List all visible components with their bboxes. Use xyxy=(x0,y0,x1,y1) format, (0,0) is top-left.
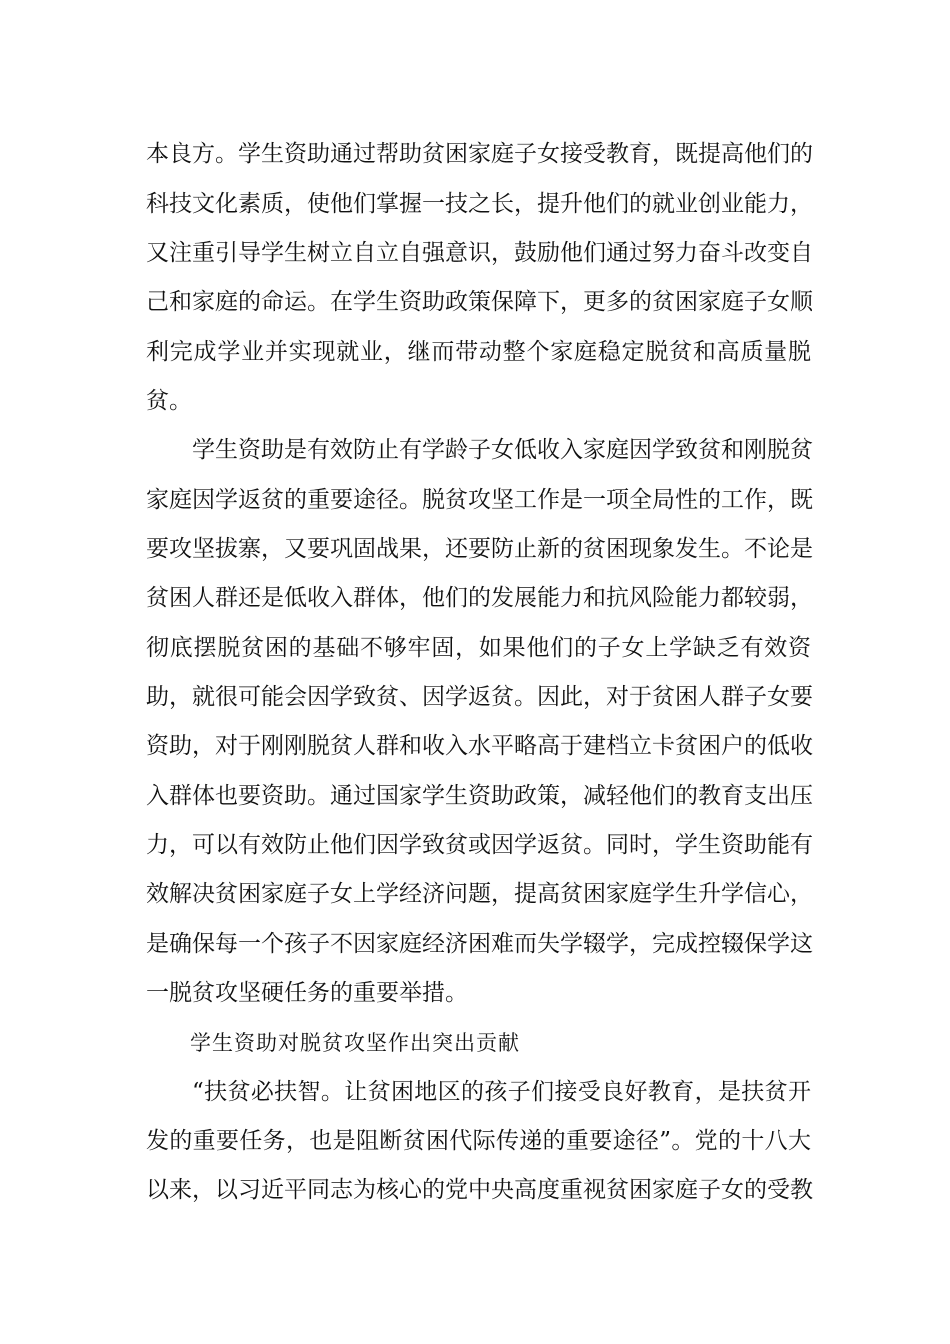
paragraph-1-line-2: 科技文化素质，使他们掌握一技之长，提升他们的就业创业能力， xyxy=(146,191,813,217)
paragraph-3-line-3: 以来，以习近平同志为核心的党中央高度重视贫困家庭子女的受教 xyxy=(146,1177,813,1203)
paragraph-2-line-4: 贫困人群还是低收入群体，他们的发展能力和抗风险能力都较弱， xyxy=(146,585,813,611)
paragraph-2-line-3: 要攻坚拔寨，又要巩固战果，还要防止新的贫困现象发生。不论是 xyxy=(146,536,813,562)
paragraph-2-line-7: 资助，对于刚刚脱贫人群和收入水平略高于建档立卡贫困户的低收 xyxy=(146,733,813,759)
paragraph-2-line-11: 是确保每一个孩子不因家庭经济困难而失学辍学，完成控辍保学这 xyxy=(146,931,813,957)
paragraph-1-line-1: 本良方。学生资助通过帮助贫困家庭子女接受教育，既提高他们的 xyxy=(146,141,813,167)
section-heading: 学生资助对脱贫攻坚作出突出贡献 xyxy=(190,1031,520,1055)
paragraph-2-line-5: 彻底摆脱贫困的基础不够牢固，如果他们的子女上学缺乏有效资 xyxy=(146,635,811,661)
paragraph-2-line-1: 学生资助是有效防止有学龄子女低收入家庭因学致贫和刚脱贫 xyxy=(192,437,813,463)
paragraph-2-line-9: 力，可以有效防止他们因学致贫或因学返贫。同时，学生资助能有 xyxy=(146,832,813,858)
paragraph-2-line-8: 入群体也要资助。通过国家学生资助政策，减轻他们的教育支出压 xyxy=(146,783,813,809)
paragraph-1-line-5: 利完成学业并实现就业，继而带动整个家庭稳定脱贫和高质量脱 xyxy=(146,339,811,365)
paragraph-2-line-2: 家庭因学返贫的重要途径。脱贫攻坚工作是一项全局性的工作，既 xyxy=(146,487,813,513)
paragraph-2-line-6: 助，就很可能会因学致贫、因学返贫。因此，对于贫困人群子女要 xyxy=(146,684,813,710)
paragraph-2-line-10: 效解决贫困家庭子女上学经济问题，提高贫困家庭学生升学信心， xyxy=(146,881,813,907)
paragraph-1-line-4: 己和家庭的命运。在学生资助政策保障下，更多的贫困家庭子女顺 xyxy=(146,289,813,315)
paragraph-3-line-1: “扶贫必扶智。让贫困地区的孩子们接受良好教育，是扶贫开 xyxy=(192,1079,811,1105)
paragraph-2-line-12: 一脱贫攻坚硬任务的重要举措。 xyxy=(146,980,468,1006)
paragraph-1-line-6: 贫。 xyxy=(146,388,192,414)
paragraph-3-line-2: 发的重要任务，也是阻断贫困代际传递的重要途径”。党的十八大 xyxy=(146,1128,811,1154)
paragraph-1-line-3: 又注重引导学生树立自立自强意识，鼓励他们通过努力奋斗改变自 xyxy=(146,240,813,266)
